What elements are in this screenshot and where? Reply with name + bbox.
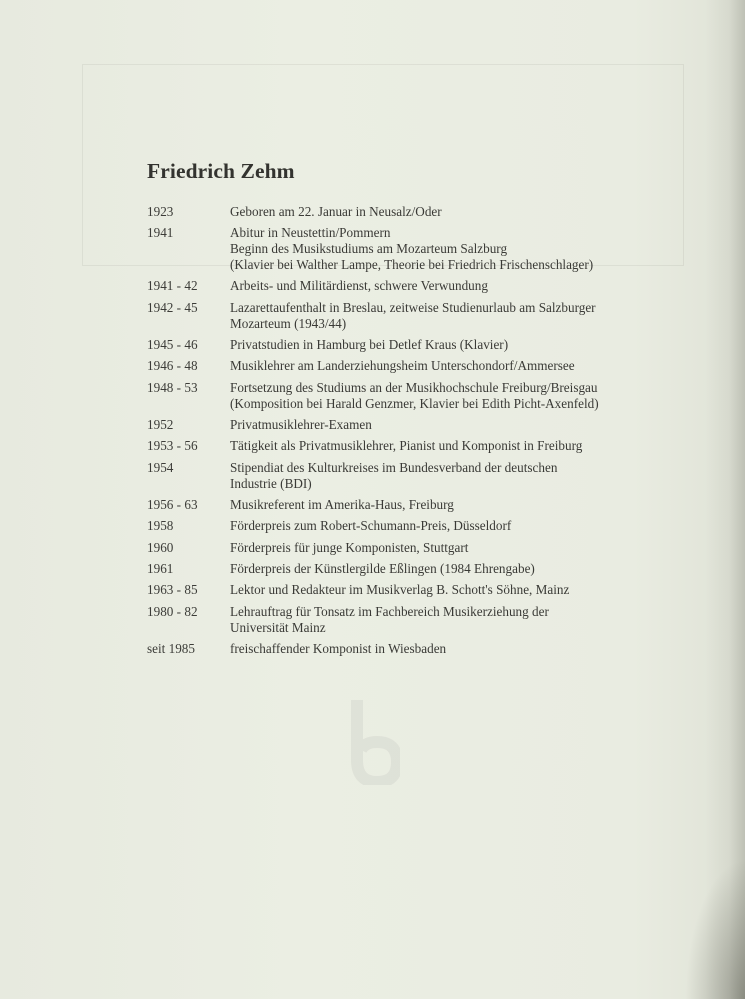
biography-timeline — [147, 204, 687, 662]
timeline-year: 1954 — [147, 459, 174, 475]
timeline-year: 1942 - 45 — [147, 299, 198, 315]
timeline-entry — [147, 604, 687, 636]
timeline-entry — [147, 438, 687, 454]
timeline-entry — [147, 518, 687, 534]
timeline-entry — [147, 641, 687, 657]
timeline-year: 1953 - 56 — [147, 438, 198, 454]
timeline-description — [230, 225, 687, 272]
timeline-year: seit 1985 — [147, 641, 195, 657]
timeline-description — [230, 518, 687, 534]
timeline-entry — [147, 225, 687, 272]
timeline-description — [230, 417, 687, 433]
timeline-entry — [147, 337, 687, 353]
show-through-logo-icon — [345, 700, 400, 785]
timeline-entry — [147, 561, 687, 577]
timeline-year: 1958 — [147, 518, 174, 534]
timeline-description-line: Musiklehrer am Landerziehungsheim Unterschondorf/Ammersee — [230, 358, 575, 374]
timeline-year: 1948 - 53 — [147, 379, 198, 395]
timeline-description — [230, 380, 687, 412]
timeline-description — [230, 337, 687, 353]
timeline-description — [230, 438, 687, 454]
timeline-description — [230, 561, 687, 577]
timeline-description-line: Arbeits- und Militärdienst, schwere Verwundung — [230, 278, 488, 294]
timeline-description-line: Tätigkeit als Privatmusiklehrer, Pianist und Komponist in Freiburg — [230, 438, 583, 454]
timeline-description — [230, 641, 687, 657]
timeline-description-line: (Komposition bei Harald Genzmer, Klavier bei Edith Picht-Axenfeld) — [230, 395, 599, 411]
timeline-description-line: Stipendiat des Kulturkreises im Bundesverband der deutschen — [230, 459, 558, 475]
timeline-description — [230, 540, 687, 556]
timeline-description-line: Privatmusiklehrer-Examen — [230, 416, 372, 432]
timeline-description-line: Geboren am 22. Januar in Neusalz/Oder — [230, 204, 442, 219]
timeline-description-line: Förderpreis für junge Komponisten, Stuttgart — [230, 539, 469, 555]
timeline-year: 1963 - 85 — [147, 582, 198, 598]
timeline-description-line: Lektor und Redakteur im Musikverlag B. Schott's Söhne, Mainz — [230, 582, 570, 598]
timeline-description-line: Förderpreis der Künstlergilde Eßlingen (1984 Ehrengabe) — [230, 561, 535, 577]
timeline-description — [230, 358, 687, 374]
timeline-description-line: Fortsetzung des Studiums an der Musikhochschule Freiburg/Breisgau — [230, 379, 598, 395]
timeline-entry — [147, 540, 687, 556]
timeline-description-line: Lehrauftrag für Tonsatz im Fachbereich Musikerziehung der — [230, 603, 549, 619]
timeline-description-line: Beginn des Musikstudiums am Mozarteum Salzburg — [230, 241, 508, 257]
timeline-year: 1952 — [147, 416, 174, 432]
timeline-entry — [147, 380, 687, 412]
timeline-year: 1941 - 42 — [147, 278, 198, 294]
timeline-year: 1923 — [147, 204, 174, 219]
timeline-description-line: Mozarteum (1943/44) — [230, 315, 347, 331]
timeline-year: 1946 - 48 — [147, 358, 198, 374]
timeline-entry — [147, 417, 687, 433]
timeline-year: 1941 — [147, 225, 174, 241]
timeline-year: 1945 - 46 — [147, 336, 198, 352]
timeline-description-line: Lazarettaufenthalt in Breslau, zeitweise Studienurlaub am Salzburger — [230, 299, 596, 315]
timeline-description — [230, 460, 687, 492]
timeline-entry — [147, 582, 687, 598]
timeline-year: 1961 — [147, 561, 174, 577]
timeline-entry — [147, 460, 687, 492]
timeline-description — [230, 582, 687, 598]
timeline-description-line: Privatstudien in Hamburg bei Detlef Kraus (Klavier) — [230, 336, 509, 352]
timeline-description — [230, 497, 687, 513]
timeline-description-line: freischaffender Komponist in Wiesbaden — [230, 641, 447, 657]
timeline-entry — [147, 204, 687, 220]
timeline-description-line: Universität Mainz — [230, 619, 326, 635]
page-title: Friedrich Zehm — [147, 159, 295, 183]
timeline-entry — [147, 358, 687, 374]
page-corner-shadow — [685, 859, 745, 999]
timeline-description — [230, 604, 687, 636]
timeline-description — [230, 204, 687, 220]
timeline-description-line: Förderpreis zum Robert-Schumann-Preis, Düsseldorf — [230, 518, 512, 534]
timeline-description-line: Musikreferent im Amerika-Haus, Freiburg — [230, 496, 454, 512]
timeline-entry — [147, 300, 687, 332]
page-edge-shadow — [705, 0, 745, 999]
timeline-description — [230, 300, 687, 332]
timeline-entry — [147, 278, 687, 294]
timeline-description — [230, 278, 687, 294]
timeline-description-line: Abitur in Neustettin/Pommern — [230, 225, 391, 241]
timeline-description-line: Industrie (BDI) — [230, 475, 312, 491]
timeline-description-line: (Klavier bei Walther Lampe, Theorie bei Friedrich Frischenschlager) — [230, 256, 594, 272]
timeline-year: 1960 — [147, 539, 174, 555]
timeline-year: 1980 - 82 — [147, 603, 198, 619]
timeline-entry — [147, 497, 687, 513]
timeline-year: 1956 - 63 — [147, 496, 198, 512]
biography — [147, 158, 687, 657]
